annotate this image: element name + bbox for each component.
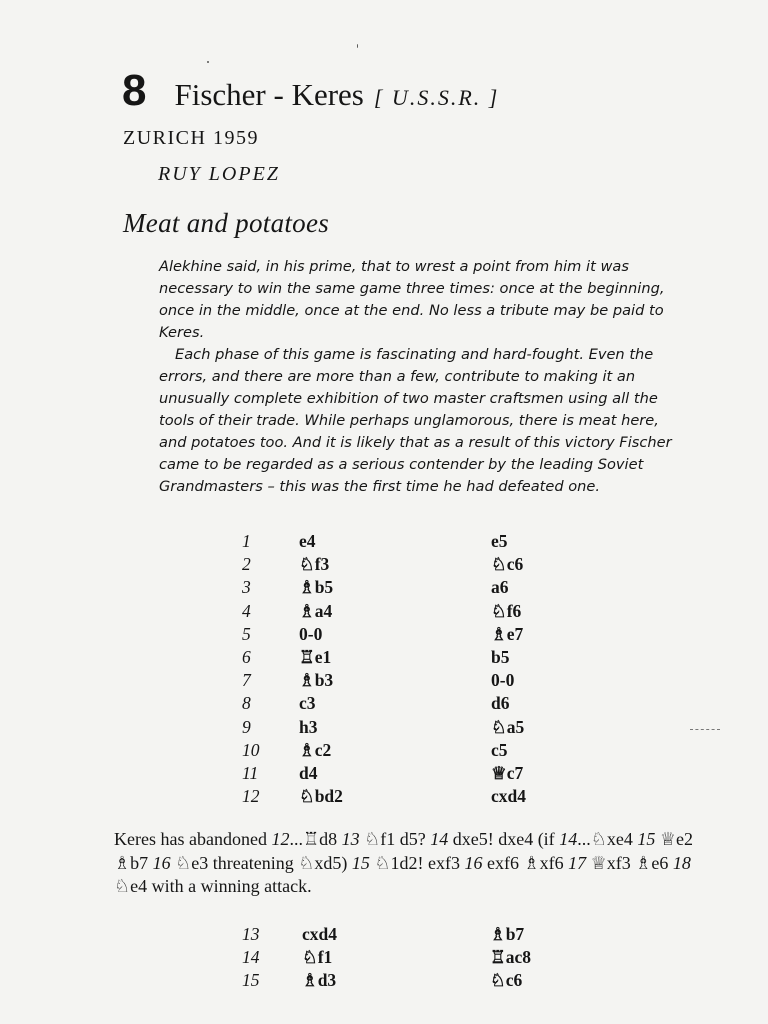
move-row — [242, 785, 611, 808]
move-number: 5 — [242, 623, 251, 644]
white-move: ♖e1 — [299, 647, 332, 668]
moves-table-1 — [242, 530, 611, 808]
black-move: c5 — [491, 739, 508, 760]
white-move: ♗b3 — [299, 670, 334, 691]
move-row — [242, 576, 611, 599]
comment-text: ♘e3 threatening ♘xd5) — [170, 852, 352, 873]
white-move: ♗c2 — [299, 739, 332, 760]
move-row — [242, 530, 611, 553]
move-number: 15 — [242, 970, 260, 991]
comment-text: ♕e2 ♗b7 — [114, 829, 693, 873]
move-row — [242, 946, 610, 969]
move-row — [242, 762, 611, 785]
comment-text: Keres has abandoned — [114, 829, 272, 849]
game-opening: RUY LOPEZ — [158, 163, 280, 185]
intro-paragraph: Alekhine said, in his prime, that to wrest a point from him it was necessary to win the same game three times: once at the beginning, once in the middle, once at the end. No less a tribute may be paid to Keres. — [159, 258, 665, 341]
game-country: [ U.S.S.R. ] — [373, 85, 500, 110]
black-move: 0-0 — [491, 670, 515, 691]
move-ref: 13 — [341, 829, 360, 849]
black-move: ♘f6 — [491, 600, 522, 621]
game-heading — [122, 66, 499, 116]
move-row — [242, 923, 610, 946]
black-move: ♘c6 — [491, 554, 524, 575]
move-row — [242, 692, 611, 715]
black-move: a6 — [491, 577, 509, 598]
move-ref: 15 — [351, 852, 370, 873]
black-move: cxd4 — [491, 786, 526, 807]
white-move: h3 — [299, 716, 318, 737]
game-event: ZURICH 1959 — [123, 127, 259, 149]
comment-text: ...♘xe4 — [577, 829, 638, 849]
black-move: ♗b7 — [490, 924, 525, 944]
move-number: 11 — [242, 763, 259, 784]
move-row — [242, 646, 611, 669]
white-move: ♗d3 — [302, 970, 337, 991]
move-ref: 16 — [152, 852, 171, 873]
move-number: 2 — [242, 554, 251, 575]
move-number: 4 — [242, 600, 251, 621]
move-row — [242, 969, 610, 992]
move-number: 6 — [242, 647, 251, 668]
white-move: ♗b5 — [299, 577, 334, 598]
black-move: ♖ac8 — [490, 947, 531, 968]
white-move: ♘f1 — [302, 947, 333, 968]
comment-text: ♘1d2! exf3 — [369, 852, 465, 873]
comment-text: exf6 ♗xf6 — [482, 852, 569, 873]
move-row — [242, 716, 611, 739]
move-number: 10 — [242, 739, 260, 760]
comment-text: ...♖d8 — [289, 829, 342, 849]
move-row — [242, 669, 611, 692]
black-move: b5 — [491, 647, 510, 668]
black-move: ♗e7 — [491, 623, 524, 644]
move-ref: 17 — [568, 852, 587, 873]
black-move: ♕c7 — [491, 763, 524, 784]
move-number: 8 — [242, 693, 251, 714]
white-move: c3 — [299, 693, 316, 714]
white-move: d4 — [299, 763, 318, 784]
intro-text — [159, 256, 689, 498]
move-ref: 15 — [637, 829, 656, 849]
scan-mark — [690, 729, 720, 731]
white-move: ♘f3 — [299, 554, 330, 575]
move-number: 3 — [242, 577, 251, 598]
move-ref: 14 — [430, 829, 449, 849]
move-row — [242, 623, 611, 646]
moves-table-2 — [242, 923, 610, 993]
scan-speck — [207, 61, 209, 63]
move-comment — [114, 828, 704, 899]
move-number: 14 — [242, 947, 260, 968]
move-ref: 12 — [271, 829, 290, 849]
white-move: ♘bd2 — [299, 786, 343, 807]
move-row — [242, 600, 611, 623]
scan-speck — [357, 44, 358, 48]
game-players: Fischer - Keres — [174, 77, 364, 112]
black-move: d6 — [491, 693, 510, 714]
white-move: 0-0 — [299, 623, 323, 644]
move-number: 1 — [242, 531, 251, 551]
game-number: 8 — [122, 66, 147, 115]
move-number: 9 — [242, 716, 251, 737]
black-move: ♘a5 — [491, 716, 525, 737]
comment-text: ♘e4 with a winning attack. — [114, 876, 312, 896]
black-move: ♘c6 — [490, 970, 523, 991]
section-title: Meat and potatoes — [123, 208, 330, 238]
comment-text: ♕xf3 ♗e6 — [586, 852, 673, 873]
move-number: 7 — [242, 670, 251, 691]
white-move: cxd4 — [302, 924, 337, 944]
comment-text: dxe5! dxe4 (if — [448, 829, 560, 849]
move-row — [242, 739, 611, 762]
move-number: 13 — [242, 924, 260, 944]
move-row — [242, 553, 611, 576]
comment-text: ♘f1 d5? — [359, 829, 431, 849]
black-move: e5 — [491, 531, 508, 551]
intro-paragraph: Each phase of this game is fascinating and hard-fought. Even the errors, and there are more than a few, contribute to making it an unusually complete exhibition of two master craftsmen using all the tools of their trade. While perhaps unglamorous, there is meat here, and potatoes too. And it is likely that as a result of this victory Fischer came to be regarded as a serious contender by the leading Soviet Grandmasters – this was the first time he had defeated one. — [159, 346, 672, 495]
move-ref: 18 — [672, 852, 691, 873]
white-move: ♗a4 — [299, 600, 333, 621]
move-ref: 16 — [464, 852, 483, 873]
move-ref: 14 — [559, 829, 578, 849]
move-number: 12 — [242, 786, 260, 807]
white-move: e4 — [299, 531, 316, 551]
